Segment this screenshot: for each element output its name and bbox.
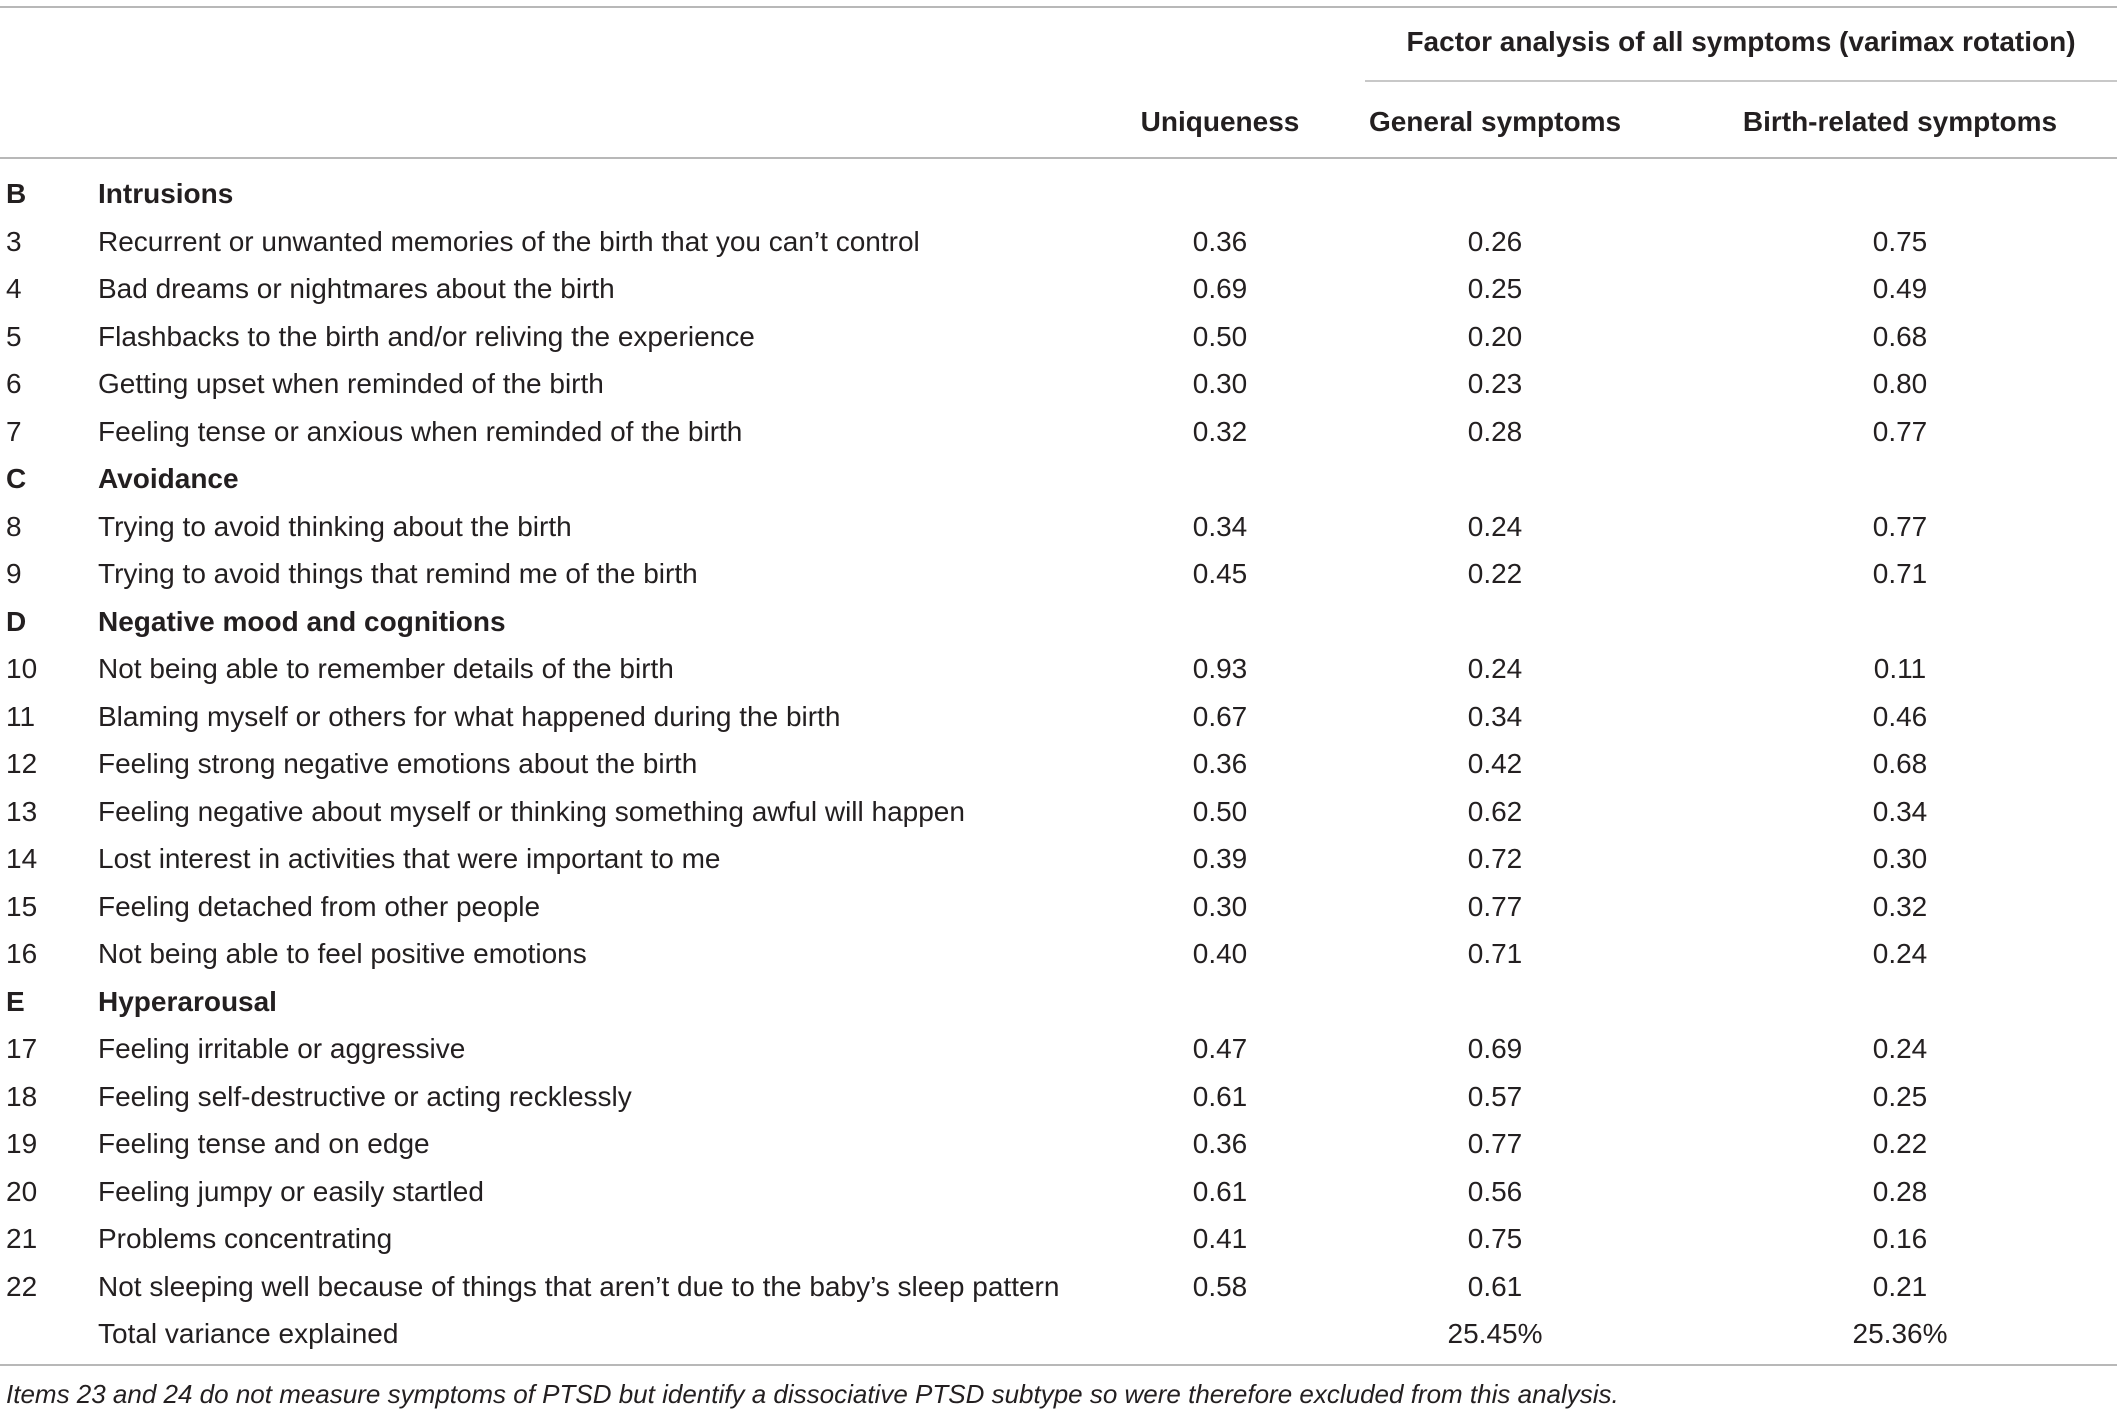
table-row bbox=[0, 934, 2117, 982]
item-label: Feeling strong negative emotions about the birth bbox=[98, 748, 698, 779]
table-row bbox=[0, 1267, 2117, 1315]
section-header-row bbox=[0, 602, 2117, 650]
uniqueness-value: 0.36 bbox=[1192, 748, 1248, 779]
table-row bbox=[0, 887, 2117, 935]
table-row bbox=[0, 1077, 2117, 1125]
general-symptoms-value: 0.26 bbox=[1467, 225, 1523, 257]
column-header-uniqueness: Uniqueness bbox=[1140, 106, 1300, 137]
uniqueness-value: 0.61 bbox=[1192, 1080, 1248, 1112]
uniqueness-value: 0.30 bbox=[1192, 890, 1248, 922]
item-label: Recurrent or unwanted memories of the birth that you can’t control bbox=[98, 225, 920, 257]
birth-related-value: 0.75 bbox=[1872, 225, 1928, 257]
item-code: 7 bbox=[6, 415, 22, 447]
general-symptoms-value: 0.20 bbox=[1467, 320, 1523, 352]
table-row bbox=[0, 1124, 2117, 1172]
item-label: Trying to avoid thinking about the birth bbox=[98, 510, 572, 542]
total-row bbox=[0, 1314, 2117, 1362]
item-label: Total variance explained bbox=[98, 1318, 399, 1349]
general-symptoms-value: 0.69 bbox=[1467, 1033, 1523, 1064]
birth-related-value: 0.77 bbox=[1872, 415, 1928, 447]
table-row bbox=[0, 317, 2117, 365]
item-code: 18 bbox=[6, 1080, 38, 1112]
uniqueness-value: 0.34 bbox=[1192, 510, 1248, 542]
spanning-column-header: Factor analysis of all symptoms (varimax rotation) bbox=[1406, 26, 2076, 57]
section-header-row bbox=[0, 982, 2117, 1030]
general-symptoms-value: 0.71 bbox=[1467, 938, 1523, 969]
uniqueness-value: 0.36 bbox=[1192, 1128, 1248, 1159]
item-label: Feeling detached from other people bbox=[98, 890, 541, 922]
general-symptoms-value: 0.77 bbox=[1467, 1128, 1523, 1159]
uniqueness-value: 0.32 bbox=[1192, 415, 1248, 447]
uniqueness-value: 0.93 bbox=[1192, 653, 1248, 684]
birth-related-value: 0.25 bbox=[1872, 1080, 1928, 1112]
item-label: Feeling tense and on edge bbox=[98, 1128, 430, 1159]
uniqueness-value: 0.50 bbox=[1192, 795, 1248, 827]
item-code: 20 bbox=[6, 1175, 38, 1207]
birth-related-value: 0.32 bbox=[1872, 890, 1928, 922]
birth-related-value: 0.24 bbox=[1872, 938, 1928, 969]
item-label: Problems concentrating bbox=[98, 1223, 393, 1254]
item-code: 14 bbox=[6, 843, 38, 874]
item-label: Feeling irritable or aggressive bbox=[98, 1033, 466, 1064]
birth-related-value: 0.22 bbox=[1872, 1128, 1928, 1159]
item-label: Negative mood and cognitions bbox=[98, 605, 506, 637]
item-label: Feeling jumpy or easily startled bbox=[98, 1175, 484, 1207]
item-code: 22 bbox=[6, 1270, 38, 1302]
general-symptoms-value: 0.72 bbox=[1467, 843, 1523, 874]
general-symptoms-value: 0.56 bbox=[1467, 1175, 1523, 1207]
general-symptoms-value: 0.77 bbox=[1467, 890, 1523, 922]
uniqueness-value: 0.50 bbox=[1192, 320, 1248, 352]
item-label: Feeling self-destructive or acting recklessly bbox=[98, 1080, 632, 1112]
birth-related-value: 0.28 bbox=[1872, 1175, 1928, 1207]
uniqueness-value: 0.45 bbox=[1192, 558, 1248, 589]
birth-related-value: 0.49 bbox=[1872, 273, 1928, 304]
uniqueness-value: 0.61 bbox=[1192, 1175, 1248, 1207]
birth-related-value: 0.46 bbox=[1872, 700, 1928, 732]
table-row bbox=[0, 1172, 2117, 1220]
table-top-rule bbox=[0, 6, 2117, 8]
birth-related-value: 0.68 bbox=[1872, 748, 1928, 779]
item-code: 10 bbox=[6, 653, 38, 684]
birth-related-value: 0.30 bbox=[1872, 843, 1928, 874]
general-symptoms-value: 0.75 bbox=[1467, 1223, 1523, 1254]
uniqueness-value: 0.36 bbox=[1192, 225, 1248, 257]
general-symptoms-value: 0.61 bbox=[1467, 1270, 1523, 1302]
table-row bbox=[0, 792, 2117, 840]
item-label: Not being able to feel positive emotions bbox=[98, 938, 587, 969]
uniqueness-value: 0.30 bbox=[1192, 368, 1248, 399]
general-symptoms-value: 0.28 bbox=[1467, 415, 1523, 447]
item-code: 16 bbox=[6, 938, 38, 969]
general-symptoms-value: 25.45% bbox=[1447, 1318, 1543, 1349]
item-label: Lost interest in activities that were important to me bbox=[98, 843, 721, 874]
table-row bbox=[0, 269, 2117, 317]
table-row bbox=[0, 222, 2117, 270]
birth-related-value: 0.80 bbox=[1872, 368, 1928, 399]
general-symptoms-value: 0.25 bbox=[1467, 273, 1523, 304]
item-code: 8 bbox=[6, 510, 22, 542]
item-code: 11 bbox=[6, 700, 36, 732]
uniqueness-value: 0.41 bbox=[1192, 1223, 1248, 1254]
table-row bbox=[0, 364, 2117, 412]
birth-related-value: 25.36% bbox=[1852, 1318, 1948, 1349]
general-symptoms-value: 0.24 bbox=[1467, 510, 1523, 542]
item-code: 21 bbox=[6, 1223, 38, 1254]
birth-related-value: 0.21 bbox=[1872, 1270, 1928, 1302]
item-label: Not being able to remember details of the birth bbox=[98, 653, 674, 684]
item-code: 17 bbox=[6, 1033, 38, 1064]
item-label: Trying to avoid things that remind me of the birth bbox=[98, 558, 698, 589]
birth-related-value: 0.24 bbox=[1872, 1033, 1928, 1064]
table-row bbox=[0, 554, 2117, 602]
table-row bbox=[0, 839, 2117, 887]
item-code: E bbox=[6, 985, 25, 1017]
header-bottom-rule bbox=[0, 157, 2117, 159]
item-label: Getting upset when reminded of the birth bbox=[98, 368, 604, 399]
item-label: Feeling tense or anxious when reminded of the birth bbox=[98, 415, 743, 447]
table-row bbox=[0, 744, 2117, 792]
item-label: Feeling negative about myself or thinking something awful will happen bbox=[98, 795, 965, 827]
item-code: 9 bbox=[6, 558, 22, 589]
birth-related-value: 0.68 bbox=[1872, 320, 1928, 352]
general-symptoms-value: 0.57 bbox=[1467, 1080, 1523, 1112]
general-symptoms-value: 0.24 bbox=[1467, 653, 1523, 684]
table-row bbox=[0, 649, 2117, 697]
item-code: B bbox=[6, 178, 27, 209]
table-row bbox=[0, 697, 2117, 745]
item-code: 19 bbox=[6, 1128, 38, 1159]
item-code: 3 bbox=[6, 225, 22, 257]
item-label: Intrusions bbox=[98, 178, 234, 209]
section-header-row bbox=[0, 174, 2117, 222]
item-code: C bbox=[6, 463, 27, 494]
uniqueness-value: 0.69 bbox=[1192, 273, 1248, 304]
uniqueness-value: 0.47 bbox=[1192, 1033, 1248, 1064]
table-row bbox=[0, 412, 2117, 460]
item-label: Hyperarousal bbox=[98, 985, 277, 1017]
table-row bbox=[0, 1029, 2117, 1077]
column-header-birth-related-symptoms: Birth-related symptoms bbox=[1742, 106, 2058, 137]
uniqueness-value: 0.58 bbox=[1192, 1270, 1248, 1302]
item-code: 6 bbox=[6, 368, 22, 399]
item-code: 13 bbox=[6, 795, 38, 827]
birth-related-value: 0.34 bbox=[1872, 795, 1928, 827]
general-symptoms-value: 0.22 bbox=[1467, 558, 1523, 589]
uniqueness-value: 0.39 bbox=[1192, 843, 1248, 874]
birth-related-value: 0.16 bbox=[1872, 1223, 1928, 1254]
item-label: Bad dreams or nightmares about the birth bbox=[98, 273, 615, 304]
spanning-header-rule bbox=[1365, 80, 2117, 82]
uniqueness-value: 0.40 bbox=[1192, 938, 1248, 969]
table-footnote: Items 23 and 24 do not measure symptoms of PTSD but identify a dissociative PTSD subtype so were therefore excluded from this analysis. bbox=[6, 1379, 1619, 1409]
item-code: 5 bbox=[6, 320, 22, 352]
section-header-row bbox=[0, 459, 2117, 507]
item-code: D bbox=[6, 605, 27, 637]
general-symptoms-value: 0.62 bbox=[1467, 795, 1523, 827]
general-symptoms-value: 0.23 bbox=[1467, 368, 1523, 399]
item-code: 12 bbox=[6, 748, 38, 779]
item-label: Flashbacks to the birth and/or reliving the experience bbox=[98, 320, 755, 352]
item-label: Not sleeping well because of things that aren’t due to the baby’s sleep pattern bbox=[98, 1270, 1060, 1302]
item-label: Blaming myself or others for what happened during the birth bbox=[98, 700, 841, 732]
birth-related-value: 0.77 bbox=[1872, 510, 1928, 542]
uniqueness-value: 0.67 bbox=[1192, 700, 1248, 732]
general-symptoms-value: 0.42 bbox=[1467, 748, 1523, 779]
birth-related-value: 0.71 bbox=[1872, 558, 1928, 589]
table-row bbox=[0, 507, 2117, 555]
table-bottom-rule bbox=[0, 1364, 2117, 1366]
general-symptoms-value: 0.34 bbox=[1467, 700, 1523, 732]
item-code: 15 bbox=[6, 890, 38, 922]
item-code: 4 bbox=[6, 273, 22, 304]
table-body bbox=[0, 174, 2117, 1362]
birth-related-value: 0.11 bbox=[1873, 653, 1927, 684]
column-header-general-symptoms: General symptoms bbox=[1368, 106, 1622, 137]
item-label: Avoidance bbox=[98, 463, 239, 494]
table-row bbox=[0, 1219, 2117, 1267]
